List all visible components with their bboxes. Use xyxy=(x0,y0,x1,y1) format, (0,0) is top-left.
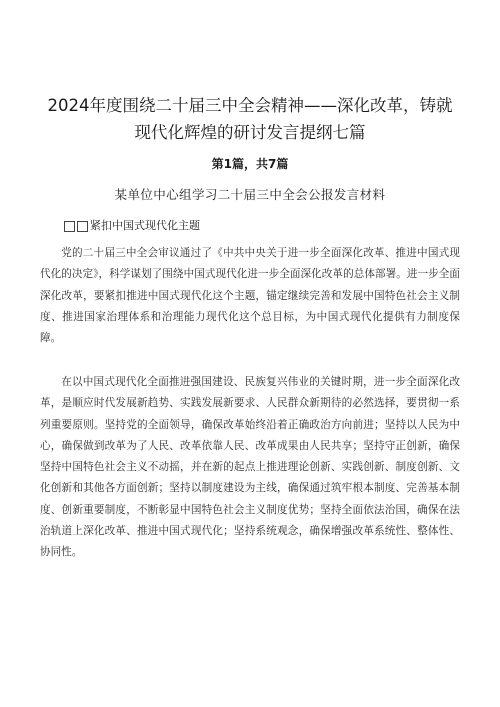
paragraph: 党的二十届三中全会审议通过了《中共中央关于进一步全面深化改革、推进中国式现代化的决定》，科学谋划了围绕中国式现代化进一步全面深化改革的总体部署。进一步全面深化改革，要紧扣推进中国式现代化这个主题，锚定继续完善和发展中国特色社会主义制度、推进国家治理体系和治理能力现代化这个总目标，为中国式现代化提供有力制度保障。 xyxy=(40,247,460,345)
document-title: 2024年度围绕二十届三中全会精神——深化改革，铸就现代化辉煌的研讨发言提纲七篇 xyxy=(47,96,453,142)
part-label: 第1篇，共7篇 xyxy=(211,157,289,171)
placeholder-box-icon xyxy=(77,221,88,232)
document-subtitle: 某单位中心组学习二十届三中全会公报发言材料 xyxy=(114,187,386,202)
placeholder-box-icon xyxy=(64,221,75,232)
section-heading-text: 紧扣中国式现代化主题 xyxy=(90,219,200,232)
section-heading xyxy=(64,218,200,234)
paragraph: 在以中国式现代化全面推进强国建设、民族复兴伟业的关键时期，进一步全面深化改革，是顺应时代发展新趋势、实践发展新要求、人民群众新期待的必然选择，要贯彻一系列重要原则。坚持党的全面领导，确保改革始终沿着正确政治方向前进；坚持以人民为中心，确保做到改革为了人民、改革依靠人民、改革成果由人民共享；坚持守正创新，确保坚持中国特色社会主义不动摇，并在新的起点上推进理论创新、实践创新、制度创新、文化创新和其他各方面创新；坚持以制度建设为主线，确保通过筑牢根本制度、完善基本制度、创新重要制度，不断彰显中国特色社会主义制度优势；坚持全面依法治国，确保在法治轨道上深化改革、推进中国式现代化；坚持系统观念，确保增强改革系统性、整体性、协同性。 xyxy=(40,376,460,559)
